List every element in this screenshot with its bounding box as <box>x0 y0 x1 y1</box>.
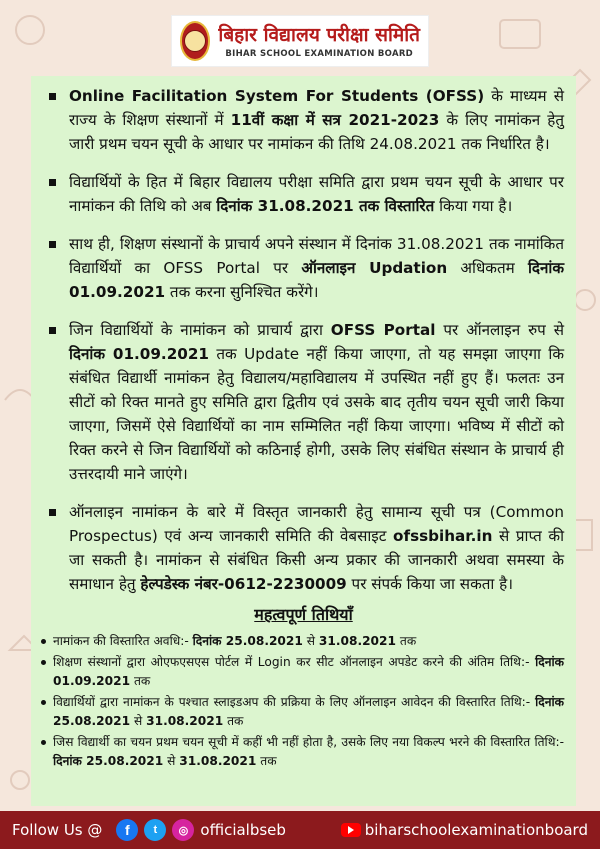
square-bullet-icon <box>49 509 56 516</box>
body-text: ऑनलाइन नामांकन के बारे में विस्तृत जानकारी हेतु सामान्य सूची पत्र (Common Prospectus) एवं अन्य जानकारी समिति की वेबसाइट <box>69 503 564 545</box>
notice-paragraph-5 <box>43 500 564 596</box>
body-text: किया गया है। <box>434 197 513 215</box>
body-text: नामांकन की विस्तारित अवधि:- <box>53 634 193 648</box>
board-name-english: BIHAR SCHOOL EXAMINATION BOARD <box>225 48 414 59</box>
emphasis-text: दिनांक 25.08.2021 <box>192 634 303 648</box>
square-bullet-icon <box>49 179 56 186</box>
social-handle[interactable]: officialbseb <box>200 821 286 839</box>
notice-paragraph-1 <box>43 84 564 156</box>
body-text: जिस विद्यार्थी का चयन प्रथम चयन सूची में कहीं भी नहीं होता है, उसके लिए नया विकल्प भरने की विस्तारित तिथि:- <box>53 735 564 749</box>
emphasis-text: दिनांक 25.08.2021 <box>53 695 564 728</box>
emphasis-text: दिनांक 25.08.2021 <box>53 754 164 768</box>
notice-paragraph-2 <box>43 170 564 218</box>
notice-paragraph-3 <box>43 232 564 304</box>
body-text: पर ऑनलाइन रुप से <box>435 321 564 339</box>
emphasis-text: हेल्पडेस्क नंबर-0612-2230009 <box>140 575 347 593</box>
body-text: तक Update नहीं किया जाएगा, तो यह समझा जाएगा कि संबंधित विद्यार्थी नामांकन हेतु विद्यालय/महाविद्यालय में उपस्थित नहीं हुए हैं। फलतः उन सीटों को रिक्त मानते हुए समिति द्वारा द्वितीय एवं उसके बाद तृतीय चयन सूची जारी किया जाएगा, जिसमें ऐसे विद्यार्थियों का नाम सम्मिलित नहीं किया जाएगा। भविष्य में सीटों को रिक्त करने से जिन विद्यार्थियों को कठिनाई होगी, उसके लिए संबंधित संस्थान के प्राचार्य ही उत्तरदायी माने जाएंगे। <box>69 345 564 483</box>
emphasis-text: ofssbihar.in <box>393 527 493 545</box>
footer-bar <box>0 811 600 849</box>
emphasis-text: दिनांक 01.09.2021 <box>53 655 564 688</box>
emphasis-text: 31.08.2021 <box>179 754 257 768</box>
body-text: तक करना सुनिश्चित करेंगे। <box>165 283 319 301</box>
body-text: तक <box>256 754 277 768</box>
emphasis-text: OFSS Portal <box>330 321 436 339</box>
body-text: से <box>130 714 147 728</box>
emphasis-text: Online Facilitation System For Students (OFSS) <box>69 87 485 105</box>
body-text: शिक्षण संस्थानों द्वारा ओएफएसएस पोर्टल में Login कर सीट ऑनलाइन अपडेट करने की अंतिम तिथि:- <box>53 655 536 669</box>
body-text: के लिए नामांकन हेतु जारी प्रथम चयन सूची के आधार पर नामांकन की तिथि 24.08.2021 तक निर्धारित है। <box>69 111 565 153</box>
body-text: विद्यार्थियों के हित में बिहार विद्यालय परीक्षा समिति द्वारा प्रथम चयन सूची के आधार पर नामांकन की तिथि को अब <box>69 173 564 215</box>
important-dates-title: महत्वपूर्ण तिथियाँ <box>254 605 353 624</box>
bseb-seal-icon <box>180 21 210 61</box>
date-item-2 <box>39 653 564 691</box>
youtube-handle[interactable]: biharschoolexaminationboard <box>364 821 588 839</box>
body-text: विद्यार्थियों द्वारा नामांकन के पश्चात स्लाइडअप की प्रक्रिया के लिए ऑनलाइन आवेदन की विस्तारित तिथि:- <box>53 695 536 709</box>
twitter-icon[interactable]: t <box>144 819 166 841</box>
body-text: तक <box>396 634 417 648</box>
round-bullet-icon <box>41 740 46 745</box>
date-item-3 <box>39 693 564 731</box>
follow-us-label: Follow Us @ <box>12 821 103 839</box>
square-bullet-icon <box>49 93 56 100</box>
body-text: से <box>302 634 319 648</box>
emphasis-text: दिनांक 31.08.2021 तक विस्तारित <box>216 197 435 215</box>
body-text: तक <box>223 714 244 728</box>
notice-card <box>31 76 576 806</box>
body-text: से <box>163 754 180 768</box>
round-bullet-icon <box>41 700 46 705</box>
date-item-4 <box>39 733 564 771</box>
emphasis-text: 11वीं कक्षा में सत्र 2021-2023 <box>230 111 440 129</box>
square-bullet-icon <box>49 327 56 334</box>
board-logo-banner <box>172 16 428 66</box>
board-name-hindi: बिहार विद्यालय परीक्षा समिति <box>218 23 420 46</box>
instagram-icon[interactable]: ◎ <box>172 819 194 841</box>
youtube-icon[interactable] <box>341 823 361 837</box>
body-text: साथ ही, शिक्षण संस्थानों के प्राचार्य अपने संस्थान में दिनांक 31.08.2021 तक नामांकित विद्यार्थियों का OFSS Portal पर <box>69 235 564 277</box>
important-dates-list <box>43 632 564 771</box>
facebook-icon[interactable]: f <box>116 819 138 841</box>
emphasis-text: दिनांक 01.09.2021 <box>69 259 564 301</box>
square-bullet-icon <box>49 241 56 248</box>
body-text: के माध्यम से राज्य के शिक्षण संस्थानों में <box>69 87 564 129</box>
round-bullet-icon <box>41 660 46 665</box>
body-text: जिन विद्यार्थियों के नामांकन को प्राचार्य द्वारा <box>69 321 331 339</box>
emphasis-text: 31.08.2021 <box>318 634 396 648</box>
emphasis-text: दिनांक 01.09.2021 <box>69 345 209 363</box>
date-item-1 <box>39 632 564 651</box>
round-bullet-icon <box>41 639 46 644</box>
body-text: अधिकतम <box>447 259 528 277</box>
emphasis-text: ऑनलाइन Updation <box>301 259 448 277</box>
notice-paragraph-4 <box>43 318 564 486</box>
emphasis-text: 31.08.2021 <box>146 714 224 728</box>
body-text: पर संपर्क किया जा सकता है। <box>346 575 513 593</box>
body-text: तक <box>130 674 151 688</box>
body-text: से प्राप्त की जा सकती है। नामांकन से संबंधित किसी अन्य प्रकार की जानकारी अथवा समस्या के समाधान हेतु <box>69 527 565 593</box>
